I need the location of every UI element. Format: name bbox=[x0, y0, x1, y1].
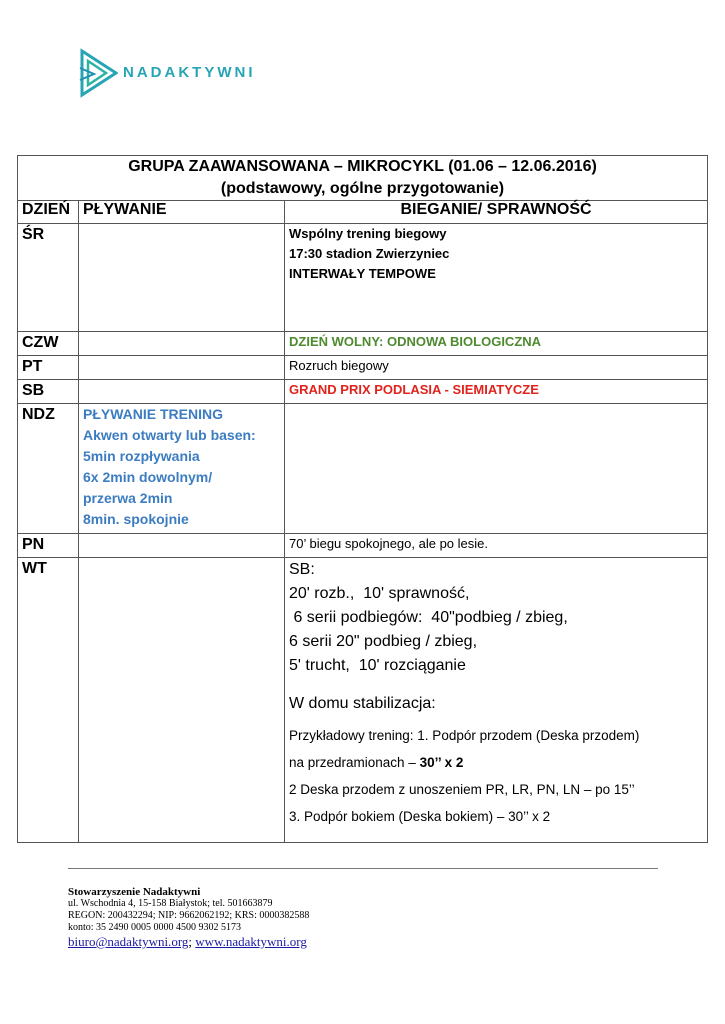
run-sb: GRAND PRIX PODLASIA - SIEMIATYCZE bbox=[285, 380, 708, 404]
run-pt: Rozruch biegowy bbox=[285, 356, 708, 380]
stabilization-line-2-bold: 30’’ x 2 bbox=[419, 755, 464, 770]
header-row bbox=[18, 201, 708, 224]
run-wt-line-1: SB: bbox=[289, 561, 315, 578]
header-swim: PŁYWANIE bbox=[79, 201, 285, 224]
row-pn bbox=[18, 534, 708, 558]
run-wt bbox=[285, 558, 708, 843]
table-title bbox=[18, 156, 708, 201]
footer-divider bbox=[68, 868, 658, 869]
run-wt-line-3: 6 serii podbiegów: 40"podbieg / zbieg, bbox=[289, 609, 568, 626]
footer bbox=[68, 886, 309, 950]
run-wt-line-4: 6 serii 20" podbieg / zbieg, bbox=[289, 633, 478, 650]
table-title-row bbox=[18, 156, 708, 201]
swim-sr bbox=[79, 224, 285, 332]
run-sr-line-2: 17:30 stadion Zwierzyniec bbox=[289, 246, 450, 261]
email-link[interactable]: biuro@nadaktywni.org bbox=[68, 934, 189, 949]
footer-org-name: Stowarzyszenie Nadaktywni bbox=[68, 886, 201, 898]
day-czw: CZW bbox=[18, 332, 79, 356]
day-ndz: NDZ bbox=[18, 404, 79, 534]
footer-account: konto: 35 2490 0005 0000 4500 9302 5173 bbox=[68, 922, 242, 933]
day-pn: PN bbox=[18, 534, 79, 558]
footer-link-separator: ; bbox=[188, 934, 196, 949]
stabilization-line-3: 2 Deska przodem z unoszeniem PR, LR, PN, LN – po 15’’ bbox=[289, 782, 635, 797]
row-sb bbox=[18, 380, 708, 404]
swim-ndz-line-1: PŁYWANIE TRENING bbox=[83, 406, 224, 422]
run-ndz bbox=[285, 404, 708, 534]
row-sr bbox=[18, 224, 708, 332]
header-run: BIEGANIE/ SPRAWNOŚĆ bbox=[285, 201, 708, 224]
stabilization-line-1: Przykładowy trening: 1. Podpór przodem (Deska przodem) bbox=[289, 728, 640, 743]
swim-ndz-line-2: Akwen otwarty lub basen: bbox=[83, 427, 256, 443]
run-sr-line-3: INTERWAŁY TEMPOWE bbox=[289, 266, 436, 281]
day-sb: SB bbox=[18, 380, 79, 404]
play-triangle-logo-icon bbox=[78, 48, 118, 98]
run-wt-line-2: 20' rozb., 10' sprawność, bbox=[289, 585, 470, 602]
run-pn: 70’ biegu spokojnego, ale po lesie. bbox=[285, 534, 708, 558]
stabilization-title: W domu stabilizacja: bbox=[289, 695, 436, 712]
swim-wt bbox=[79, 558, 285, 843]
day-sr: ŚR bbox=[18, 224, 79, 332]
row-wt bbox=[18, 558, 708, 843]
training-plan-table bbox=[17, 155, 708, 843]
day-pt: PT bbox=[18, 356, 79, 380]
run-czw: DZIEŃ WOLNY: ODNOWA BIOLOGICZNA bbox=[285, 332, 708, 356]
logo-wordmark: NADAKTYWNI bbox=[123, 64, 256, 81]
swim-sb bbox=[79, 380, 285, 404]
stabilization-line-2-text: na przedramionach – bbox=[289, 755, 420, 770]
run-wt-line-5: 5' trucht, 10' rozciąganie bbox=[289, 657, 466, 674]
run-sr bbox=[285, 224, 708, 332]
swim-ndz-line-4: 6x 2min dowolnym/ bbox=[83, 469, 213, 485]
row-ndz bbox=[18, 404, 708, 534]
footer-links bbox=[68, 934, 309, 950]
swim-ndz-line-6: 8min. spokojnie bbox=[83, 511, 189, 527]
stabilization-line-2 bbox=[289, 749, 703, 776]
row-czw bbox=[18, 332, 708, 356]
swim-ndz bbox=[79, 404, 285, 534]
header-day: DZIEŃ bbox=[18, 201, 79, 224]
footer-ids: REGON: 200432294; NIP: 9662062192; KRS: 0000382588 bbox=[68, 910, 310, 921]
swim-ndz-line-5: przerwa 2min bbox=[83, 490, 173, 506]
swim-ndz-line-3: 5min rozpływania bbox=[83, 448, 200, 464]
row-pt bbox=[18, 356, 708, 380]
day-wt: WT bbox=[18, 558, 79, 843]
swim-pn bbox=[79, 534, 285, 558]
swim-czw bbox=[79, 332, 285, 356]
website-link[interactable]: www.nadaktywni.org bbox=[195, 934, 307, 949]
title-line-1: GRUPA ZAAWANSOWANA – MIKROCYKL (01.06 – 12.06.2016) bbox=[128, 158, 597, 175]
run-sr-line-1: Wspólny trening biegowy bbox=[289, 226, 447, 241]
swim-pt bbox=[79, 356, 285, 380]
stabilization-line-4: 3. Podpór bokiem (Deska bokiem) – 30’’ x 2 bbox=[289, 809, 551, 824]
footer-address: ul. Wschodnia 4, 15-158 Białystok; tel. 501663879 bbox=[68, 898, 273, 909]
title-line-2: (podstawowy, ogólne przygotowanie) bbox=[220, 180, 505, 197]
